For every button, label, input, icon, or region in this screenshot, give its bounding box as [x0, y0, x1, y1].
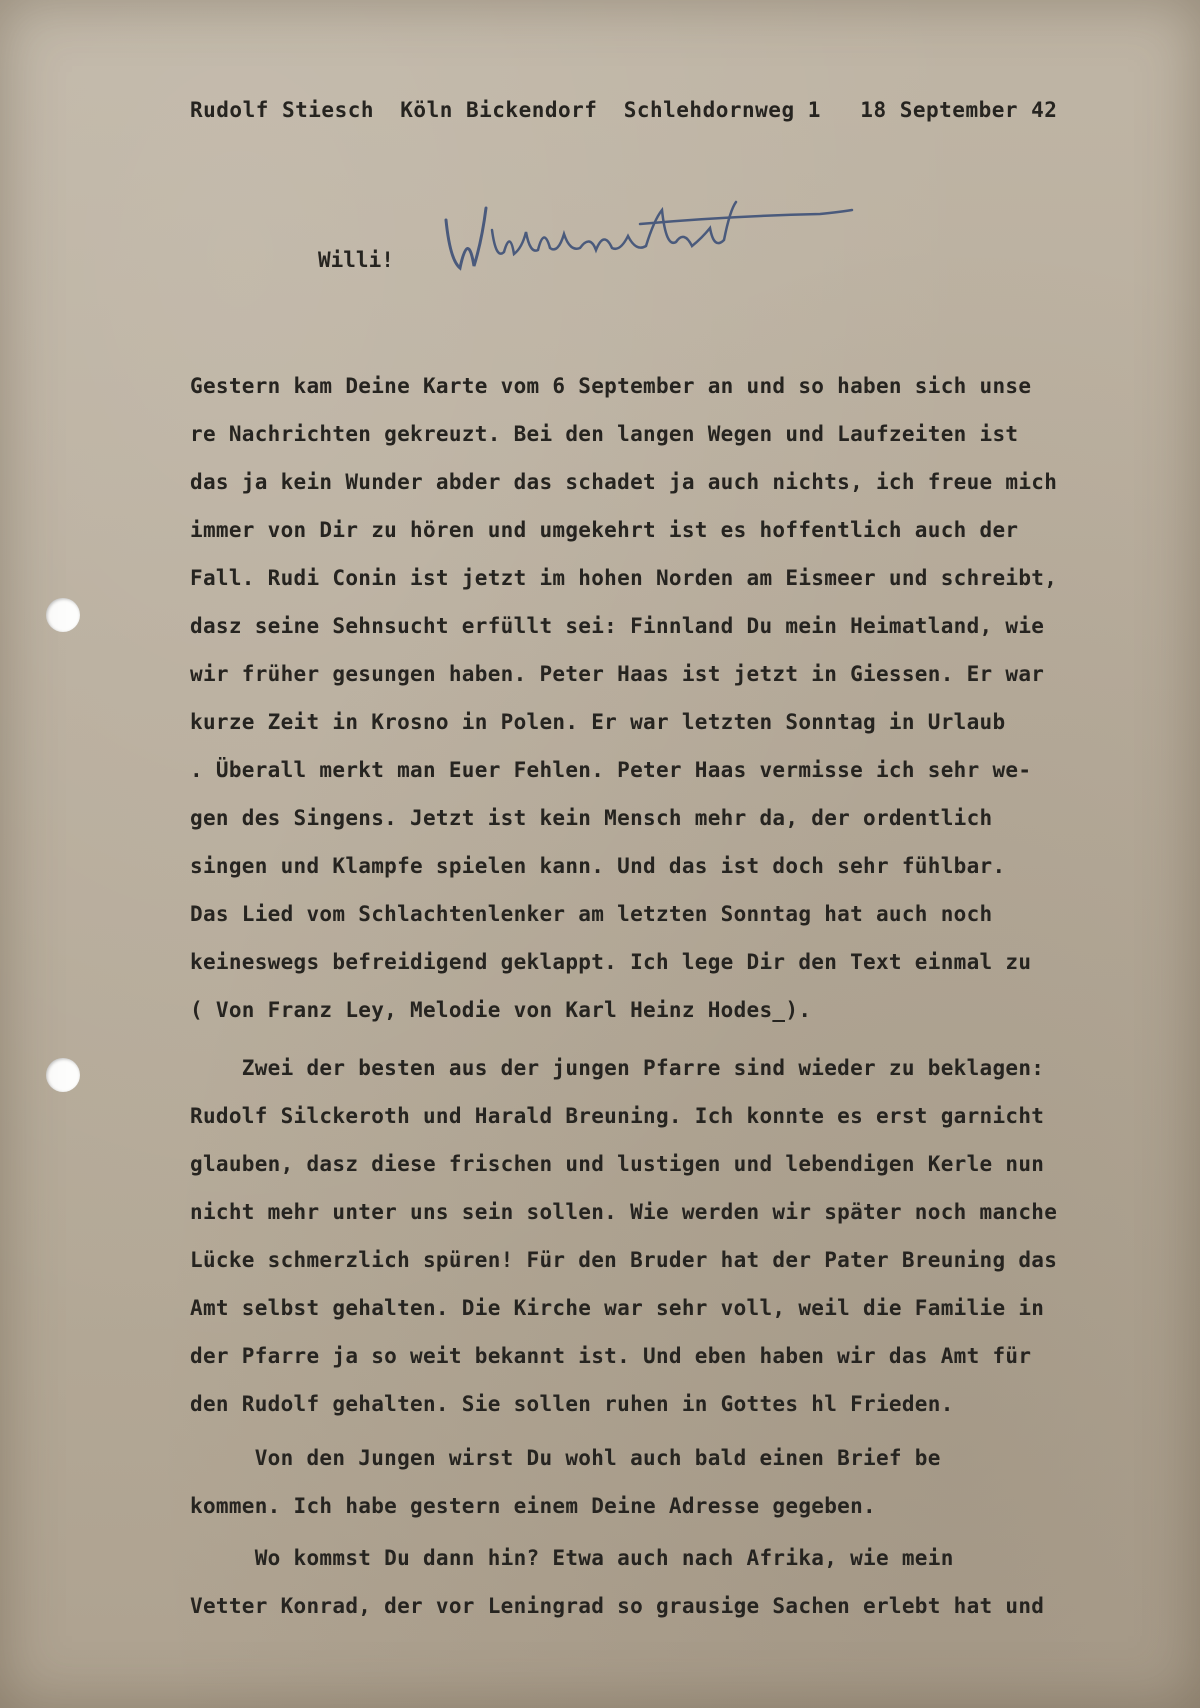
- body-line: . Überall merkt man Euer Fehlen. Peter Haas vermisse ich sehr we-: [190, 758, 1032, 782]
- body-line: Von den Jungen wirst Du wohl auch bald einen Brief be: [190, 1446, 941, 1470]
- body-line: kurze Zeit in Krosno in Polen. Er war letzten Sonntag in Urlaub: [190, 710, 1006, 734]
- body-line: singen und Klampfe spielen kann. Und das ist doch sehr fühlbar.: [190, 854, 1006, 878]
- letter-header: Rudolf Stiesch Köln Bickendorf Schlehdornweg 1 18 September 42: [190, 98, 1058, 122]
- body-line: gen des Singens. Jetzt ist kein Mensch mehr da, der ordentlich: [190, 806, 993, 830]
- body-line: nicht mehr unter uns sein sollen. Wie werden wir später noch manche: [190, 1200, 1058, 1224]
- punch-hole-top: [46, 598, 80, 632]
- body-line: keineswegs befreidigend geklappt. Ich lege Dir den Text einmal zu: [190, 950, 1032, 974]
- body-line: ( Von Franz Ley, Melodie von Karl Heinz Hodes_).: [190, 998, 812, 1022]
- body-line: kommen. Ich habe gestern einem Deine Adresse gegeben.: [190, 1494, 876, 1518]
- body-line: re Nachrichten gekreuzt. Bei den langen Wegen und Laufzeiten ist: [190, 422, 1019, 446]
- body-line: Wo kommst Du dann hin? Etwa auch nach Afrika, wie mein: [190, 1546, 954, 1570]
- body-line: Fall. Rudi Conin ist jetzt im hohen Norden am Eismeer und schreibt,: [190, 566, 1058, 590]
- handwritten-signature: [440, 190, 860, 280]
- body-line: Zwei der besten aus der jungen Pfarre sind wieder zu beklagen:: [190, 1056, 1045, 1080]
- body-line: Rudolf Silckeroth und Harald Breuning. Ich konnte es erst garnicht: [190, 1104, 1045, 1128]
- salutation: Willi!: [318, 248, 394, 272]
- body-line: dasz seine Sehnsucht erfüllt sei: Finnland Du mein Heimatland, wie: [190, 614, 1045, 638]
- body-line: den Rudolf gehalten. Sie sollen ruhen in Gottes hl Frieden.: [190, 1392, 954, 1416]
- body-line: Vetter Konrad, der vor Leningrad so grausige Sachen erlebt hat und: [190, 1594, 1045, 1618]
- body-line: Lücke schmerzlich spüren! Für den Bruder hat der Pater Breuning das: [190, 1248, 1058, 1272]
- body-line: das ja kein Wunder abder das schadet ja auch nichts, ich freue mich: [190, 470, 1058, 494]
- body-line: Das Lied vom Schlachtenlenker am letzten Sonntag hat auch noch: [190, 902, 993, 926]
- body-line: glauben, dasz diese frischen und lustigen und lebendigen Kerle nun: [190, 1152, 1045, 1176]
- body-line: Amt selbst gehalten. Die Kirche war sehr voll, weil die Familie in: [190, 1296, 1045, 1320]
- body-line: wir früher gesungen haben. Peter Haas ist jetzt in Giessen. Er war: [190, 662, 1045, 686]
- body-line: Gestern kam Deine Karte vom 6 September an und so haben sich unse: [190, 374, 1032, 398]
- body-line: immer von Dir zu hören und umgekehrt ist es hoffentlich auch der: [190, 518, 1019, 542]
- punch-hole-bottom: [46, 1058, 80, 1092]
- body-line: der Pfarre ja so weit bekannt ist. Und eben haben wir das Amt für: [190, 1344, 1032, 1368]
